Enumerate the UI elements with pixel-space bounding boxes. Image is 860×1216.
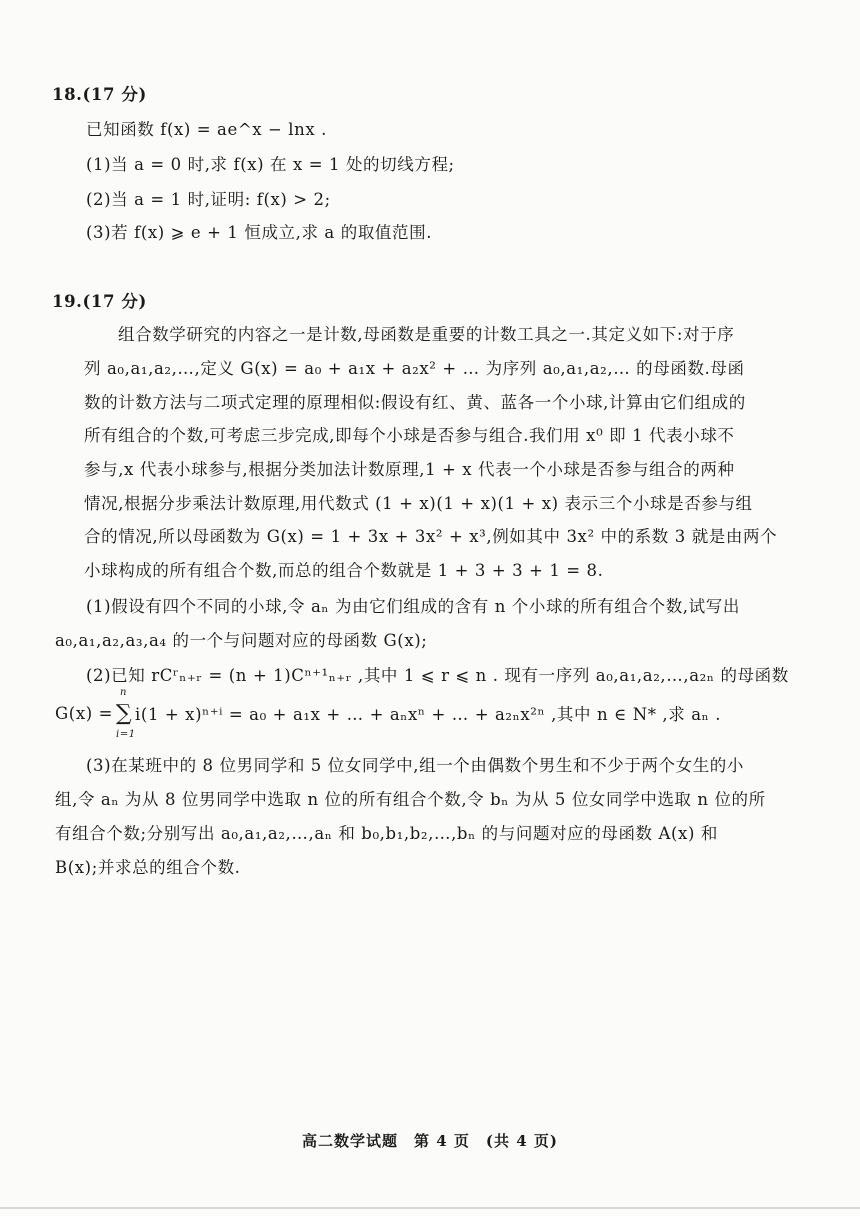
summation-sign: ∑ n i=1 — [115, 686, 136, 740]
sum-upper-limit: n — [120, 686, 128, 698]
bottom-edge-divider — [0, 1207, 860, 1209]
q19-intro-line-1: 组合数学研究的内容之一是计数,母函数是重要的计数工具之一.其定义如下:对于序 — [118, 325, 735, 344]
q19-intro-line-2: 列 a₀,a₁,a₂,…,定义 G(x) = a₀ + a₁x + a₂x² + … 为序列 a₀,a₁,a₂,… 的母函数.母函 — [84, 359, 745, 378]
q18-part1: (1)当 a = 0 时,求 f(x) 在 x = 1 处的切线方程; — [86, 155, 455, 174]
sum-lower-limit: i=1 — [116, 728, 136, 740]
q18-part2: (2)当 a = 1 时,证明: f(x) > 2; — [86, 190, 331, 209]
q19-part3-line-3: 有组合个数;分别写出 a₀,a₁,a₂,…,aₙ 和 b₀,b₁,b₂,…,bₙ 的与问题对应的母函数 A(x) 和 — [55, 824, 718, 843]
q19-part2-formula — [55, 686, 722, 740]
q19-intro-line-4: 所有组合的个数,可考虑三步完成,即每个小球是否参与组合.我们用 x⁰ 即 1 代表小球不 — [84, 426, 735, 445]
q19-intro-line-5: 参与,x 代表小球参与,根据分类加法计数原理,1 + x 代表一个小球是否参与组合的两种 — [84, 460, 735, 479]
q19-part1-line-2: a₀,a₁,a₂,a₃,a₄ 的一个与问题对应的母函数 G(x); — [55, 631, 428, 650]
q18-stem: 已知函数 f(x) = ae^x − lnx . — [86, 120, 327, 139]
q19-intro-line-3: 数的计数方法与二项式定理的原理相似:假设有红、黄、蓝各一个小球,计算由它们组成的 — [84, 393, 746, 412]
q19-part2-line-1: (2)已知 rCʳₙ₊ᵣ = (n + 1)Cⁿ⁺¹ₙ₊ᵣ ,其中 1 ⩽ r ⩽ n . 现有一序列 a₀,a₁,a₂,…,a₂ₙ 的母函数 — [86, 666, 789, 685]
q19-part3-line-1: (3)在某班中的 8 位男同学和 5 位女同学中,组一个由偶数个男生和不少于两个女生的小 — [86, 756, 744, 775]
q19-intro-line-6: 情况,根据分步乘法计数原理,用代数式 (1 + x)(1 + x)(1 + x) 表示三个小球是否参与组 — [84, 494, 753, 513]
page-footer: 高二数学试题 第 4 页 (共 4 页) — [302, 1132, 558, 1150]
q19-part3-line-4: B(x);并求总的组合个数. — [55, 858, 241, 877]
q19-part3-line-2: 组,令 aₙ 为从 8 位男同学中选取 n 位的所有组合个数,令 bₙ 为从 5 位女同学中选取 n 位的所 — [55, 790, 766, 809]
formula-lhs: G(x) = — [55, 703, 114, 723]
q19-header: 19.(17 分) — [52, 292, 147, 311]
q19-intro-line-7: 合的情况,所以母函数为 G(x) = 1 + 3x + 3x² + x³,例如其中 3x² 中的系数 3 就是由两个 — [84, 527, 778, 546]
q19-part1-line-1: (1)假设有四个不同的小球,令 aₙ 为由它们组成的含有 n 个小球的所有组合个数,试写出 — [86, 597, 740, 616]
formula-rhs: i(1 + x)ⁿ⁺ⁱ = a₀ + a₁x + … + aₙxⁿ + … + a₂ₙx²ⁿ ,其中 n ∈ N* ,求 aₙ . — [135, 705, 722, 724]
q19-intro-line-8: 小球构成的所有组合个数,而总的组合个数就是 1 + 3 + 3 + 1 = 8. — [84, 561, 604, 580]
q18-header: 18.(17 分) — [52, 85, 147, 104]
q18-part3: (3)若 f(x) ⩾ e + 1 恒成立,求 a 的取值范围. — [86, 223, 433, 242]
